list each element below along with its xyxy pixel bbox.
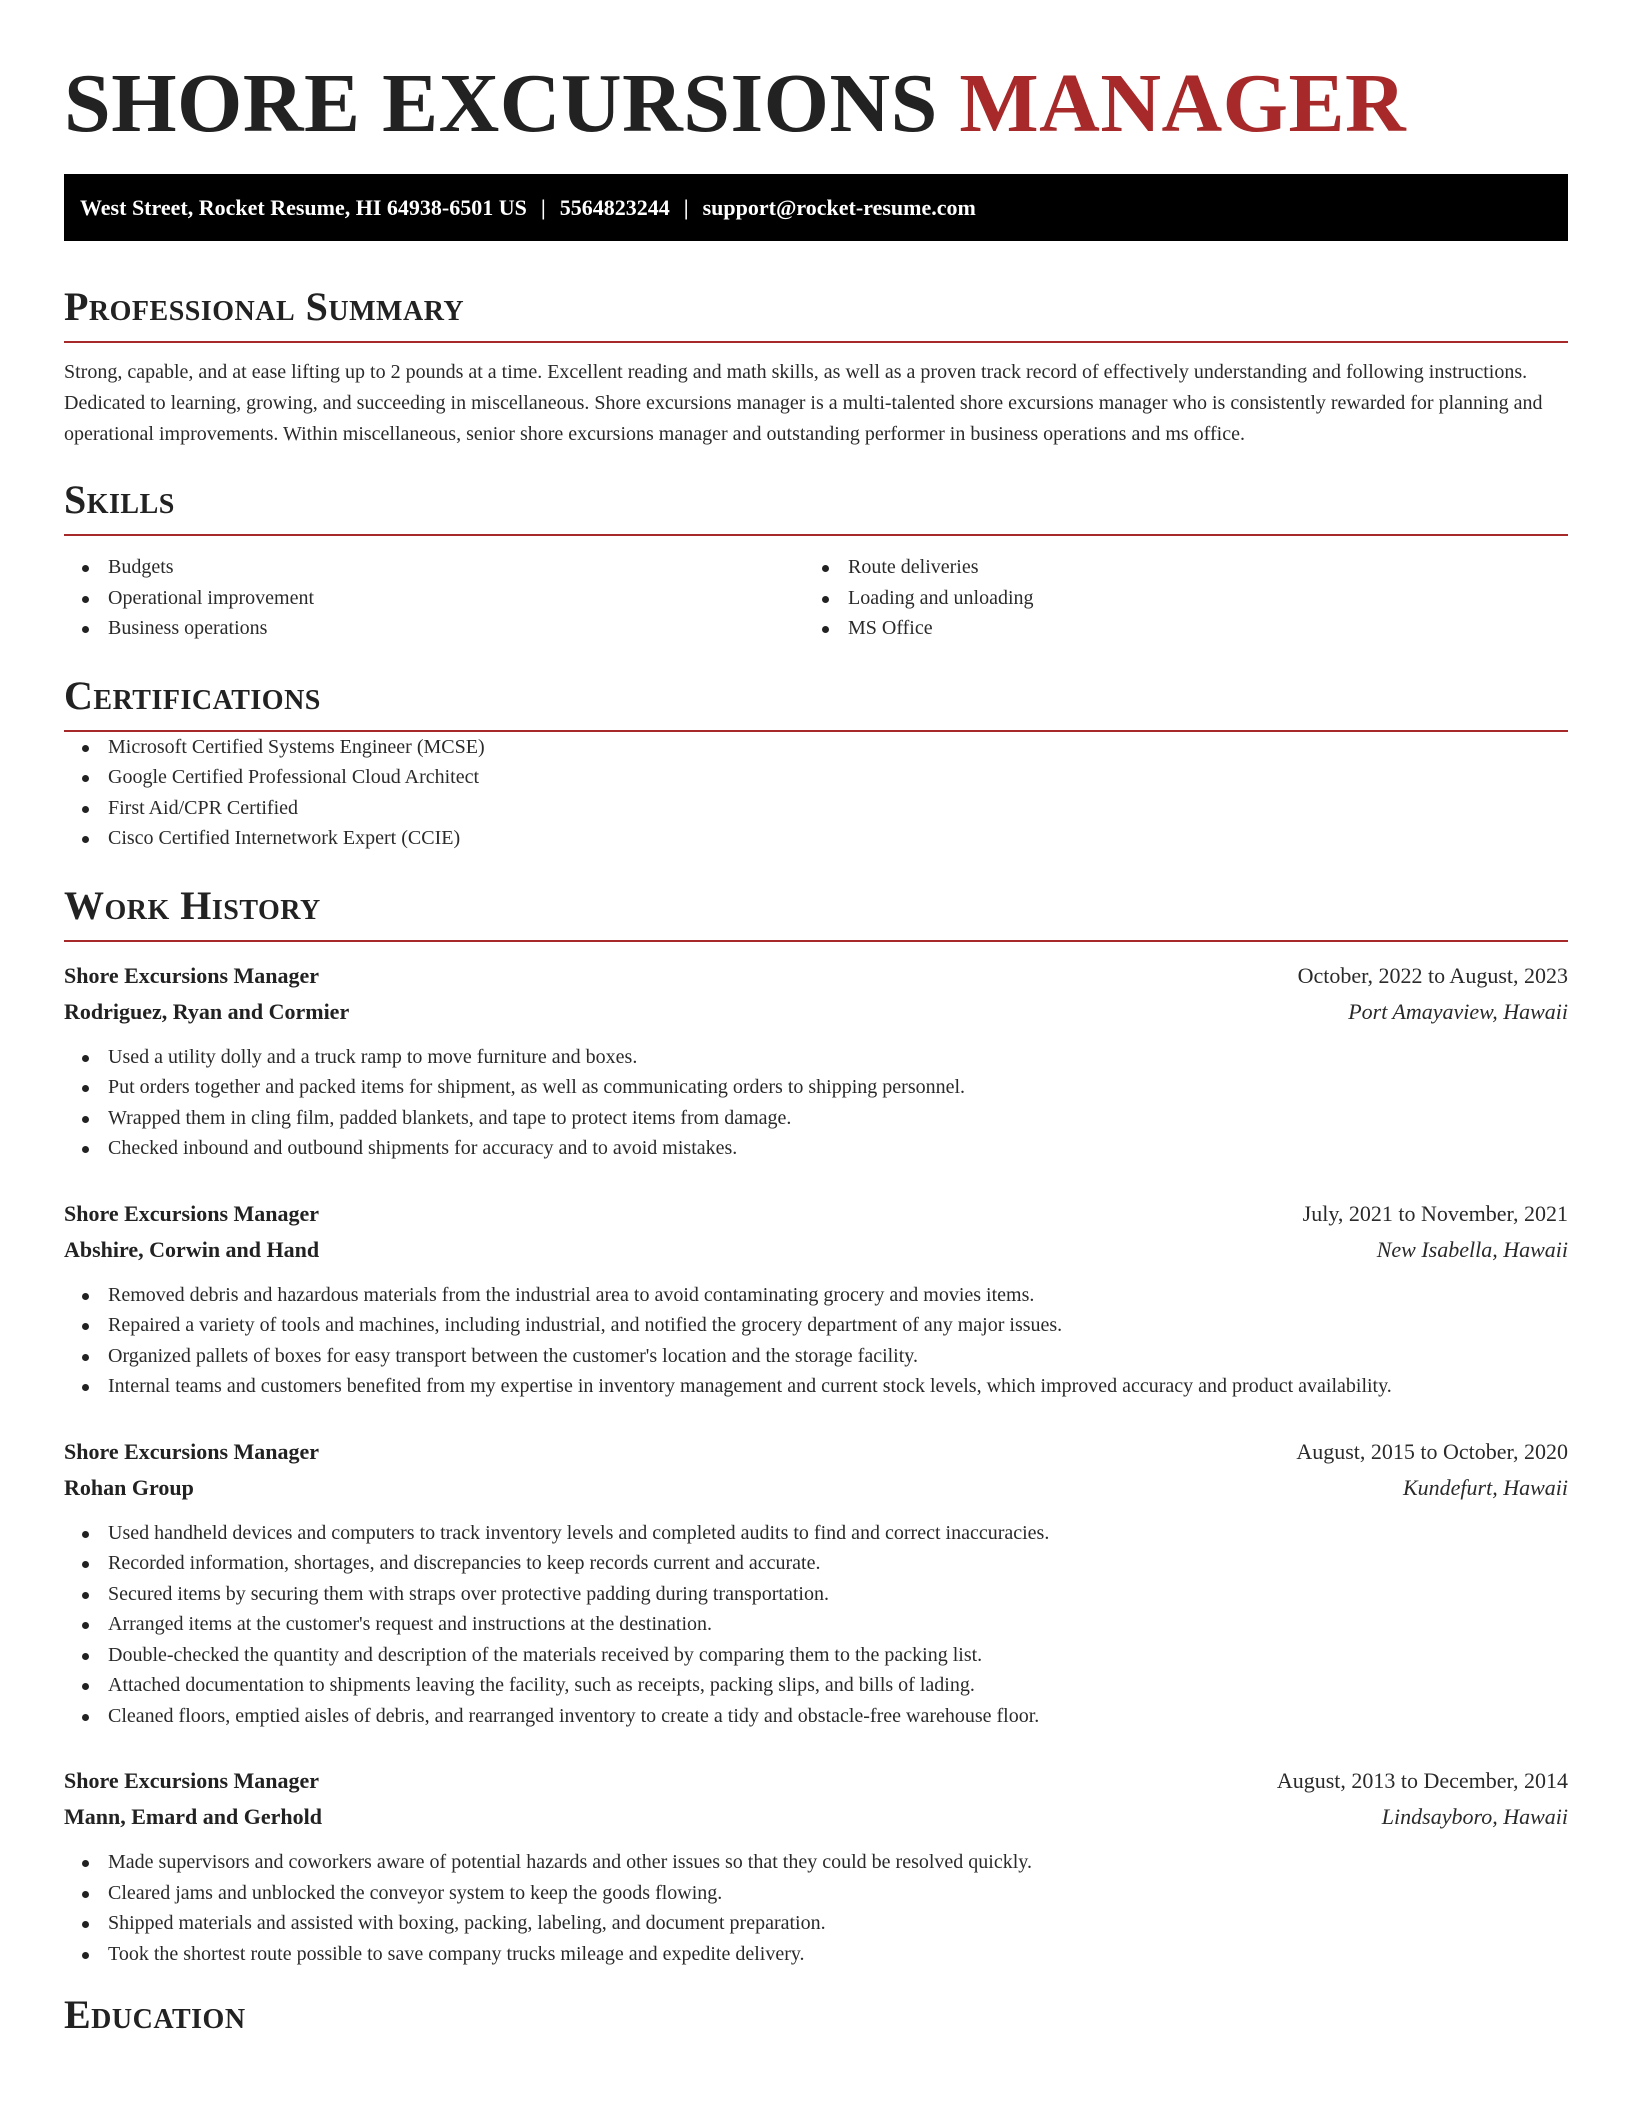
job-title: Shore Excursions Manager: [64, 1200, 320, 1226]
section-title-education: Education: [64, 1992, 246, 2037]
name-accent: MANAGER: [959, 57, 1407, 150]
job-bullets: [64, 1847, 1568, 1969]
job-bullet: Removed debris and hazardous materials from the industrial area to avoid contaminating grocery and movies items.: [64, 1280, 1568, 1311]
contact-email[interactable]: support@rocket-resume.com: [702, 195, 976, 220]
skill-item: Loading and unloading: [804, 583, 1544, 614]
skill-item: Business operations: [64, 613, 804, 644]
resume-name-heading: [64, 0, 1568, 150]
name-main: SHORE EXCURSIONS: [64, 57, 938, 150]
job-location: Lindsayboro, Hawaii: [1381, 1804, 1568, 1829]
certification-item: Cisco Certified Internetwork Expert (CCIE): [64, 823, 1568, 854]
summary-text: Strong, capable, and at ease lifting up to 2 pounds at a time. Excellent reading and math skills, as well as a proven track record of effectively understanding and following instructions. Dedicated to learning, growing, and succeeding in miscellaneous. Shore excursions manager is a multi-talented shore excursions manager who is consistently rewarded for planning and operational improvements. Within miscellaneous, senior shore excursions manager and outstanding performer in business operations and ms office.: [64, 361, 1543, 445]
job-bullet: Wrapped them in cling film, padded blankets, and tape to protect items from damage.: [64, 1103, 1568, 1134]
job-header-row: [64, 1196, 1568, 1232]
job-company: Rohan Group: [64, 1474, 194, 1500]
job-bullet: Took the shortest route possible to save company trucks mileage and expedite delivery.: [64, 1939, 1568, 1970]
job-bullet: Made supervisors and coworkers aware of potential hazards and other issues so that they could be resolved quickly.: [64, 1847, 1568, 1878]
job-bullet: Checked inbound and outbound shipments for accuracy and to avoid mistakes.: [64, 1133, 1568, 1164]
job-bullet: Double-checked the quantity and description of the materials received by comparing them to the packing list.: [64, 1640, 1568, 1671]
skills-column-right: [804, 552, 1544, 644]
section-title-work-history: Work History: [64, 882, 321, 928]
job-company: Rodriguez, Ryan and Cormier: [64, 998, 350, 1024]
job-header-row: [64, 1763, 1568, 1799]
summary-section: [64, 283, 1568, 450]
job-company: Mann, Emard and Gerhold: [64, 1804, 322, 1829]
job-bullet: Cleaned floors, emptied aisles of debris, and rearranged inventory to create a tidy and obstacle-free warehouse floor.: [64, 1701, 1568, 1732]
job-bullet: Shipped materials and assisted with boxing, packing, labeling, and document preparation.: [64, 1908, 1568, 1939]
job-bullet: Used handheld devices and computers to track inventory levels and completed audits to find and correct inaccuracies.: [64, 1518, 1568, 1549]
job-company: Abshire, Corwin and Hand: [64, 1236, 320, 1262]
job-entry: [64, 1763, 1568, 1969]
job-title: Shore Excursions Manager: [64, 1438, 320, 1464]
job-bullets: [64, 1042, 1568, 1164]
certifications-section: [64, 672, 1568, 854]
job-bullets: [64, 1280, 1568, 1402]
certifications-list: [64, 732, 1568, 854]
skills-grid: [64, 552, 1568, 644]
job-header-row: [64, 1434, 1568, 1470]
job-bullet: Secured items by securing them with straps over protective padding during transportation.: [64, 1579, 1568, 1610]
section-title-summary: Professional Summary: [64, 284, 465, 329]
job-bullet: Organized pallets of boxes for easy transport between the customer's location and the storage facility.: [64, 1341, 1568, 1372]
job-bullet: Cleared jams and unblocked the conveyor system to keep the goods flowing.: [64, 1878, 1568, 1909]
skills-list-right: [804, 552, 1544, 644]
job-company-row: [64, 1799, 1568, 1835]
skill-item: Operational improvement: [64, 583, 804, 614]
skills-column-left: [64, 552, 804, 644]
job-bullet: Put orders together and packed items for shipment, as well as communicating orders to shipping personnel.: [64, 1072, 1568, 1103]
contact-address: West Street, Rocket Resume, HI 64938-6501 US: [80, 195, 527, 220]
job-dates: October, 2022 to August, 2023: [1297, 962, 1568, 988]
job-bullet: Internal teams and customers benefited from my expertise in inventory management and current stock levels, which improved accuracy and product availability.: [64, 1371, 1568, 1402]
job-title: Shore Excursions Manager: [64, 962, 320, 988]
job-dates: August, 2013 to December, 2014: [1276, 1768, 1568, 1793]
job-title: Shore Excursions Manager: [64, 1768, 320, 1793]
job-header-row: [64, 958, 1568, 994]
section-title-skills: Skills: [64, 477, 175, 522]
job-dates: July, 2021 to November, 2021: [1302, 1200, 1568, 1226]
job-bullet: Recorded information, shortages, and discrepancies to keep records current and accurate.: [64, 1548, 1568, 1579]
section-divider: [64, 940, 1568, 942]
education-section: [64, 1991, 1568, 2039]
job-location: Kundefurt, Hawaii: [1402, 1474, 1568, 1500]
job-location: Port Amayaview, Hawaii: [1348, 998, 1568, 1024]
section-divider: [64, 534, 1568, 536]
contact-bar: [64, 174, 1568, 241]
section-divider: [64, 341, 1568, 343]
job-entry: [64, 1434, 1568, 1732]
skills-list-left: [64, 552, 804, 644]
job-bullet: Used a utility dolly and a truck ramp to move furniture and boxes.: [64, 1042, 1568, 1073]
skills-section: [64, 476, 1568, 644]
job-company-row: [64, 1470, 1568, 1506]
job-location: New Isabella, Hawaii: [1376, 1236, 1568, 1262]
job-bullet: Arranged items at the customer's request and instructions at the destination.: [64, 1609, 1568, 1640]
certification-item: Microsoft Certified Systems Engineer (MCSE): [64, 732, 1568, 763]
job-entry: [64, 1196, 1568, 1402]
resume-page: [64, 0, 1568, 2039]
job-bullet: Repaired a variety of tools and machines, including industrial, and notified the grocery department of any major issues.: [64, 1310, 1568, 1341]
job-entry: [64, 958, 1568, 1164]
job-company-row: [64, 1232, 1568, 1268]
skill-item: MS Office: [804, 613, 1544, 644]
job-bullets: [64, 1518, 1568, 1732]
contact-separator: |: [683, 195, 689, 220]
skill-item: Budgets: [64, 552, 804, 583]
job-dates: August, 2015 to October, 2020: [1296, 1438, 1568, 1464]
job-company-row: [64, 994, 1568, 1030]
contact-phone: 5564823244: [559, 195, 670, 220]
job-bullet: Attached documentation to shipments leaving the facility, such as receipts, packing slips, and bills of lading.: [64, 1670, 1568, 1701]
section-title-certifications: Certifications: [64, 672, 321, 718]
certification-item: Google Certified Professional Cloud Architect: [64, 762, 1568, 793]
skill-item: Route deliveries: [804, 552, 1544, 583]
contact-separator: |: [540, 195, 546, 220]
work-history-section: [64, 882, 1568, 1970]
certification-item: First Aid/CPR Certified: [64, 793, 1568, 824]
